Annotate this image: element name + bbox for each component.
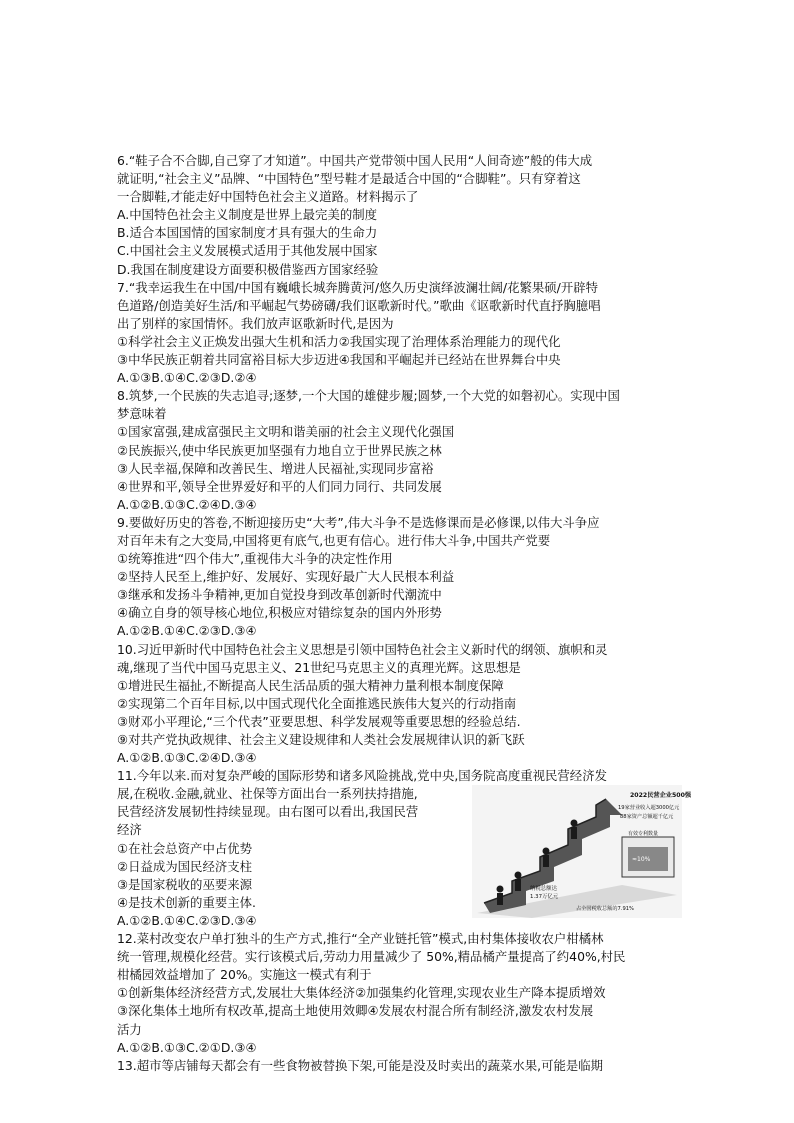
answer-choices: A.①②B.①③C.②④D.③④ (117, 750, 257, 766)
stem-line: 8.筑梦,一个民族的失志追寻;逐梦,一个大国的雄健步履;圆梦,一个大党的如磐初心。实现中国 (117, 388, 620, 404)
private-economy-infographic (472, 785, 692, 918)
option-line: ②坚持人民至上,维护好、发展好、实现好最广大人民根本利益 (117, 569, 455, 585)
question-11 (117, 767, 692, 930)
option-line: ②实现第二个百年目标,以中国式现代化全面推逃民族伟大复兴的行动指南 (117, 695, 517, 711)
stem-line: 7.“我幸运我生在中国/中国有巍峨长城奔腾黄河/悠久历史演绎波澜壮阔/花繁果硕/开辟特 (117, 279, 599, 295)
stem-line: 统一管理,规模化经营。实行该模式后,劳动力用量减少了 50%,精品橘产量提高了约40%,村民 (117, 949, 626, 965)
stem-line: 色道路/创造美好生活/和平崛起气势磅礴/我们讴歌新时代。”歌曲《讴歌新时代直抒胸臆唱 (117, 297, 601, 313)
option-line: ①创新集体经济经营方式,发展壮大集体经济②加强集约化管理,实现农业生产降本提质增效 (117, 985, 606, 1001)
option-line: ①科学社会主义正焕发出强大生机和活力②我国实现了治理体系治理能力的现代化 (117, 333, 561, 349)
answer-choices: A.①②B.①③C.②④D.③④ (117, 496, 257, 512)
option-line: ③财邓小平理论,“三个代表”亚要思想、科学发展观等重要思想的经验总结. (117, 713, 521, 729)
option-line: ④确立自身的领导核心地位,积极应对错综复杂的国内外形势 (117, 605, 442, 621)
stem-line: 魂,继现了当代中国马克思主义、21世纪马克思主义的真理光辉。这思想是 (117, 659, 521, 675)
stem-line: 出了别样的家国情怀。我们放声讴歌新时代,是因为 (117, 315, 394, 331)
figure-line2: 88家资产总额超千亿元 (620, 814, 674, 821)
option-line: ③人民幸福,保障和改善民生、增进人民福祉,实现同步富裕 (117, 460, 434, 476)
option-line: ③中华民族正朝着共同富裕目标大步迈进④我国和平崛起并已经站在世界舞台中央 (117, 352, 561, 368)
stem-line: 就证明,“社会主义”品牌、“中国特色”型号鞋才是最适合中国的“合脚鞋”。只有穿着这 (117, 171, 581, 187)
option-line: D.我国在制度建设方面要积极借鉴西方国家经验 (117, 261, 379, 277)
option-line: ②民族振兴,使中华民族更加坚强有力地自立于世界民族之林 (117, 442, 442, 458)
stem-line: 对百年未有之大变局,中国将更有底气,也更有信心。进行伟大斗争,中国共产党要 (117, 532, 551, 548)
answer-choices: A.①②B.①④C.②③D.③④ (117, 912, 257, 928)
option-line: ③是国家税收的巫要来源 (117, 876, 253, 892)
option-line: B.适合本国国情的国家制度才具有强大的生命力 (117, 225, 378, 241)
answer-choices: A.①②B.①③C.②①D.③④ (117, 1039, 257, 1055)
stem-line: 梦意味着 (117, 406, 167, 422)
figure-line1: 19家营业收入超3000亿元 (618, 805, 680, 812)
question-content (117, 152, 692, 1075)
question-11-body (117, 785, 692, 930)
stem-line: 11.今年以来.而对复杂严峻的国际形势和诸多风险挑战,党中央,国务院高度重视民营经济发 (117, 768, 607, 784)
document-page (117, 0, 692, 1123)
answer-choices: A.①②B.①④C.②③D.③④ (117, 623, 257, 639)
stem-line: 民营经济发展韧性持续显现。由右图可以看出,我国民营 (117, 804, 419, 820)
question-9 (117, 514, 680, 641)
option-line: C.中国社会主义发展模式适用于其他发展中国家 (117, 243, 378, 259)
figure-title: 2022民营企业500强 (630, 792, 692, 800)
stem-line: 柑橘园效益增加了 20%。实施这一模式有利于 (117, 967, 372, 983)
option-line: ③深化集体土地所有权改革,提高土地使用效卿④发展农村混合所有制经济,激发农村发展 (117, 1003, 594, 1019)
question-13 (117, 1057, 680, 1075)
option-line: ④是技术创新的重要主体. (117, 894, 256, 910)
option-line: ①统筹推进“四个伟大”,重视伟大斗争的决定性作用 (117, 551, 393, 567)
stem-line: 13.超市等店铺每天都会有一些食物被替换下架,可能是没及时卖出的蔬菜水果,可能是临期 (117, 1057, 604, 1073)
stem-line: 10.习近甲新时代中国特色社会主义思想是引领中国特色社会主义新时代的纲领、旗帜和灵 (117, 641, 608, 657)
question-12 (117, 930, 680, 1057)
stem-line: 6.“鞋子合不合脚,自己穿了才知道”。中国共产党带领中国人民用“人间奇迹”般的伟大成 (117, 153, 593, 168)
option-line: ①增进民生福扯,不断提高人民生活品质的强大精神力量利根本制度保障 (117, 677, 504, 693)
question-6 (117, 152, 680, 279)
question-8 (117, 387, 680, 514)
answer-choices: A.①③B.①④C.②③D.②④ (117, 370, 257, 386)
stem-line: 经济 (117, 822, 142, 838)
option-line: ⑨对共产党执政规律、社会主义建设规律和人类社会发展规律认识的新飞跃 (117, 732, 525, 747)
option-line: ①在社会总资产中占优势 (117, 840, 253, 856)
option-line: ②日益成为国民经济支柱 (117, 858, 253, 874)
option-line: ④世界和平,领导全世界爱好和平的人们同力同行、共同发展 (117, 478, 442, 494)
option-line: A.中国特色社会主义制度是世界上最完美的制度 (117, 207, 378, 223)
stem-line: 一合脚鞋,才能走好中国特色社会主义道路。材料揭示了 (117, 189, 419, 205)
question-10 (117, 641, 680, 768)
option-line: 活力 (117, 1021, 142, 1037)
stem-line: 9.要做好历史的答卷,不断迎接历史“大考”,伟大斗争不是选修课而是必修课,以伟大斗争应 (117, 514, 600, 530)
option-line: ①国家富强,建成富强民主文明和谐美丽的社会主义现代化强国 (117, 424, 455, 440)
tax-label: 纳税总额达 (530, 886, 557, 893)
stem-line: 12.菜村改变农户单打独斗的生产方式,推行“全产业链托管”模式,由村集体接收农户柑橘林 (117, 931, 604, 947)
stem-line: 展,在税收.金融,就业、社保等方面出台一系列扶持措施, (117, 786, 418, 802)
tax-share-label: 占全国税收总额的7.91% (576, 906, 634, 913)
patent-value: ≈10% (632, 856, 651, 864)
option-line: ③继承和发扬斗争精神,更加自觉投身到改革创新时代潮流中 (117, 587, 442, 603)
patent-label: 有效专利数量 (628, 831, 659, 838)
tax-value: 1.37万亿元 (530, 894, 559, 901)
question-7 (117, 279, 680, 388)
